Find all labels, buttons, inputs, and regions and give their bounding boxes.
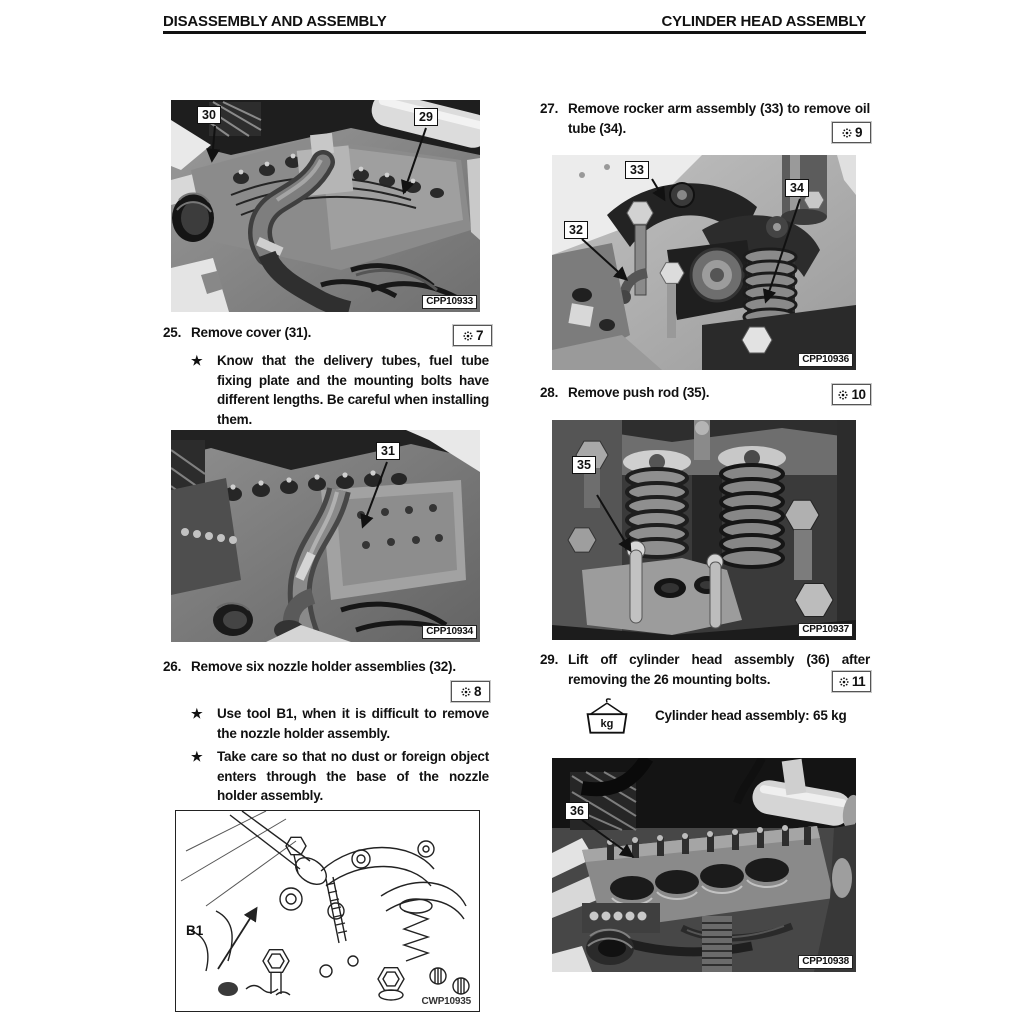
photo-ref-badge-7 <box>453 325 492 346</box>
part-label-29: 29 <box>414 108 438 126</box>
note-text-post: , when it is difficult to remove the nozzle holder assembly. <box>217 706 489 741</box>
step-number: 27. <box>540 101 559 116</box>
figure-nozzle-photo <box>171 430 480 642</box>
photo-ref-badge-11 <box>832 671 871 692</box>
tool-line-art <box>176 811 479 1011</box>
dotted-star-icon <box>837 389 849 401</box>
step-number: 25. <box>163 325 182 340</box>
figure-tool-drawing <box>175 810 480 1012</box>
step-text: Remove cover (31). <box>191 325 312 340</box>
header-title-left: DISASSEMBLY AND ASSEMBLY <box>163 13 387 30</box>
photo-caption: CPP10934 <box>422 625 477 639</box>
photo-ref-badge-8 <box>451 681 490 702</box>
badge-number: 7 <box>475 327 483 343</box>
header-title-right: CYLINDER HEAD ASSEMBLY <box>661 13 866 30</box>
kg-unit-label: kg <box>600 718 614 731</box>
part-label-34: 34 <box>785 179 809 197</box>
part-label-30: 30 <box>197 106 221 124</box>
drawing-caption: CWP10935 <box>421 996 471 1007</box>
header-rule <box>163 31 866 34</box>
step-29 <box>540 650 870 689</box>
step-28 <box>540 383 870 403</box>
note-step26-tool <box>191 704 489 743</box>
weight-spec-text: Cylinder head assembly: 65 kg <box>655 708 847 723</box>
step-number: 28. <box>540 385 559 400</box>
note-text: Take care so that no dust or foreign object enters through the base of the nozzle holder assembly. <box>217 749 489 803</box>
kg-hanging-weight-icon <box>583 697 631 737</box>
engine-photo-illustration <box>171 100 480 312</box>
step-26 <box>163 657 493 677</box>
part-label-33: 33 <box>625 161 649 179</box>
photo-ref-badge-9 <box>832 122 871 143</box>
badge-number: 8 <box>473 683 481 699</box>
figure-rocker-photo <box>552 155 856 370</box>
badge-number: 10 <box>851 386 866 402</box>
badge-number: 11 <box>851 673 866 689</box>
engine-photo-illustration <box>552 758 856 972</box>
figure-pushrod-photo <box>552 420 856 640</box>
step-number: 26. <box>163 659 182 674</box>
star-bullet-icon: ★ <box>191 706 203 721</box>
dotted-star-icon <box>838 676 850 688</box>
badge-number: 9 <box>854 124 862 140</box>
photo-caption: CPP10937 <box>798 623 853 637</box>
step-text: Lift off cylinder head assembly (36) after removing the 26 mounting bolts. <box>568 652 870 687</box>
note-step25 <box>191 351 489 429</box>
step-text: Remove six nozzle holder assemblies (32). <box>191 659 456 674</box>
figure-head-photo <box>552 758 856 972</box>
step-number: 29. <box>540 652 559 667</box>
tool-label-b1: B1 <box>186 923 204 938</box>
photo-caption: CPP10933 <box>422 295 477 309</box>
note-text-pre: Use tool <box>217 706 277 721</box>
engine-photo-illustration <box>171 430 480 642</box>
photo-caption: CPP10936 <box>798 353 853 367</box>
dotted-star-icon <box>460 686 472 698</box>
note-step26-care <box>191 747 489 806</box>
step-text: Remove push rod (35). <box>568 385 710 400</box>
tool-ref-b1: B1 <box>276 706 294 721</box>
part-label-35: 35 <box>572 456 596 474</box>
star-bullet-icon: ★ <box>191 749 203 764</box>
photo-ref-badge-10 <box>832 384 871 405</box>
dotted-star-icon <box>462 330 474 342</box>
part-label-32: 32 <box>564 221 588 239</box>
note-text: Know that the delivery tubes, fuel tube fixing plate and the mounting bolts have different lengths. Be careful when installing them. <box>217 353 489 427</box>
dotted-star-icon <box>841 127 853 139</box>
step-text: Remove rocker arm assembly (33) to remove oil tube (34). <box>568 101 870 136</box>
engine-photo-illustration <box>552 155 856 370</box>
figure-cover-photo <box>171 100 480 312</box>
photo-caption: CPP10938 <box>798 955 853 969</box>
star-bullet-icon: ★ <box>191 353 203 368</box>
step-27 <box>540 99 870 138</box>
part-label-36: 36 <box>565 802 589 820</box>
note-text <box>217 704 489 743</box>
engine-photo-illustration <box>552 420 856 640</box>
part-label-31: 31 <box>376 442 400 460</box>
step-25 <box>163 323 489 343</box>
